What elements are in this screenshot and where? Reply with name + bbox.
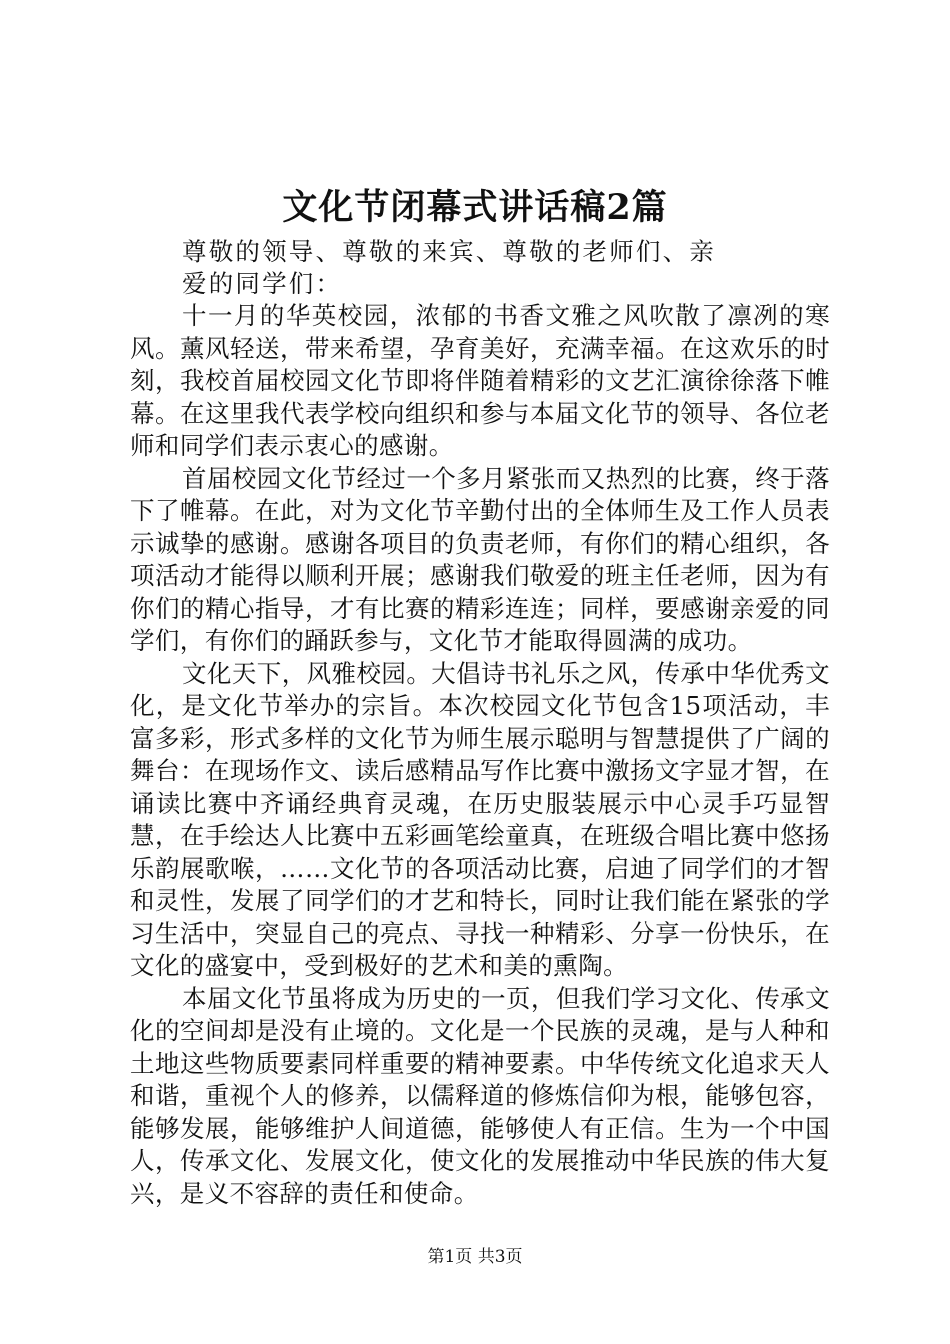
- paragraph-4: 本届文化节虽将成为历史的一页，但我们学习文化、传承文化的空间却是没有止境的。文化是一个民族的灵魂，是与人种和土地这些物质要素同样重要的精神要素。中华传统文化追求天人和谐，重视个人的修养，以儒释道的修炼信仰为根，能够包容，能够发展，能够维护人间道德，能够使人有正信。生为一个中国人，传承文化、发展文化，使文化的发展推动中华民族的伟大复兴，是义不容辞的责任和使命。: [130, 983, 830, 1208]
- page-number-footer: 第1页 共3页: [427, 1247, 523, 1267]
- salutation: 尊敬的领导、尊敬的来宾、尊敬的老师们、亲爱的同学们：: [182, 237, 716, 298]
- document-body: [130, 236, 830, 1210]
- paragraph-2: 首届校园文化节经过一个多月紧张而又热烈的比赛，终于落下了帷幕。在此，对为文化节辛勤付出的全体师生及工作人员表示诚挚的感谢。感谢各项目的负责老师，有你们的精心组织，各项活动才能得以顺利开展；感谢我们敬爱的班主任老师，因为有你们的精心指导，才有比赛的精彩连连；同样，要感谢亲爱的同学们，有你们的踊跃参与，文化节才能取得圆满的成功。: [130, 463, 830, 655]
- document-title: 文化节闭幕式讲话稿2篇: [282, 187, 668, 228]
- paragraph-3: 文化天下，风雅校园。大倡诗书礼乐之风，传承中华优秀文化，是文化节举办的宗旨。本次校园文化节包含15项活动，丰富多彩，形式多样的文化节为师生展示聪明与智慧提供了广阔的舞台：在现场作文、读后感精品写作比赛中激扬文字显才智，在诵读比赛中齐诵经典育灵魂，在历史服装展示中心灵手巧显智慧，在手绘达人比赛中五彩画笔绘童真，在班级合唱比赛中悠扬乐韵展歌喉，……文化节的各项活动比赛，启迪了同学们的才智和灵性，发展了同学们的才艺和特长，同时让我们能在紧张的学习生活中，突显自己的亮点、寻找一种精彩、分享一份快乐，在文化的盛宴中，受到极好的艺术和美的熏陶。: [130, 658, 830, 980]
- paragraph-1: 十一月的华英校园，浓郁的书香文雅之风吹散了凛冽的寒风。薰风轻送，带来希望，孕育美好，充满幸福。在这欢乐的时刻，我校首届校园文化节即将伴随着精彩的文艺汇演徐徐落下帷幕。在这里我代表学校向组织和参与本届文化节的领导、各位老师和同学们表示衷心的感谢。: [130, 301, 830, 460]
